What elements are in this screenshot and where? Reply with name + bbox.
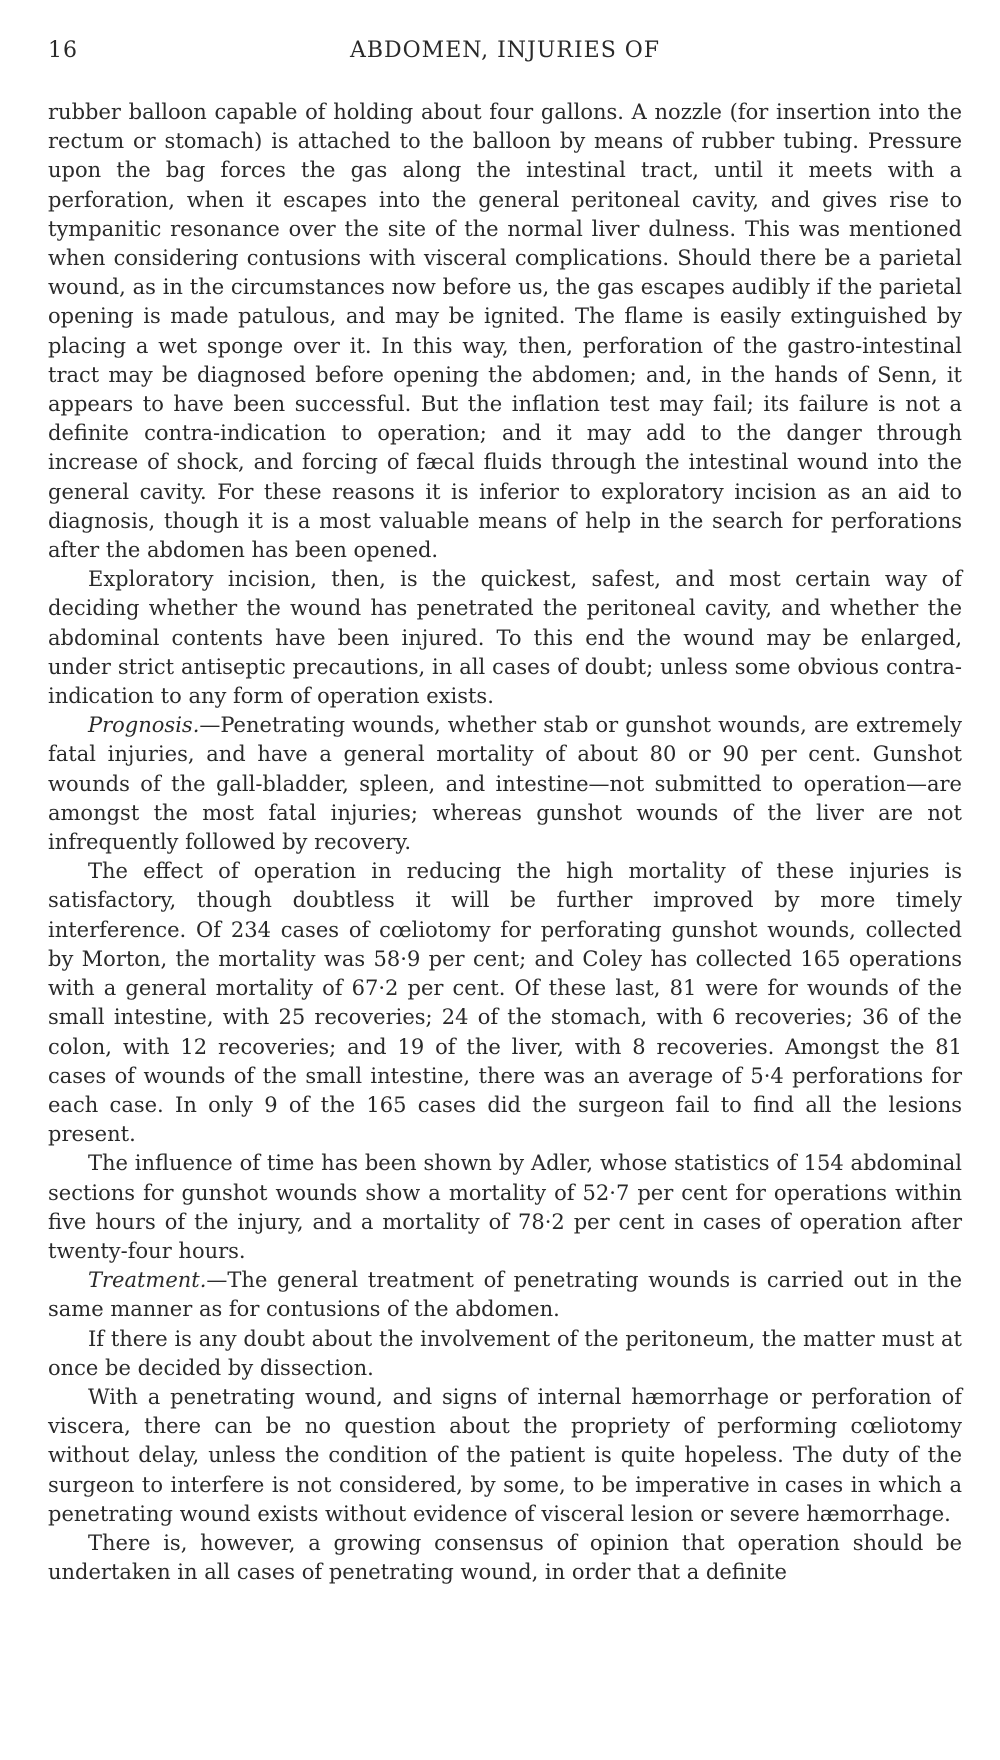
running-header <box>48 38 962 72</box>
paragraph-text: With a penetrating wound, and signs of internal hæmorrhage or perforation of viscera, there can be no question about the propriety of performing cœliotomy without delay, unless the condition of the patient is quite hopeless. The duty of the surgeon to interfere is not considered, by some, to be imperative in cases in which a penetrating wound exists without evidence of visceral lesion or severe hæmorrhage. <box>48 1384 962 1526</box>
running-title: ABDOMEN, INJURIES OF <box>349 38 661 63</box>
paragraph-text: There is, however, a growing consensus of opinion that operation should be undertaken in all cases of penetrating wound, in order that a definite <box>48 1530 962 1585</box>
paragraph-text: The influence of time has been shown by Adler, whose statistics of 154 abdominal sections for gunshot wounds show a mortality of 52·7 per cent for operations within five hours of the injury, and a mortality of 78·2 per cent in cases of operation after twenty-four hours. <box>48 1151 962 1263</box>
paragraph <box>48 1325 962 1383</box>
paragraph-text: rubber balloon capable of holding about four gallons. A nozzle (for insertion into the rectum or stomach) is attached to the balloon by means of rubber tubing. Pressure upon the bag forces the gas along the intestinal tract, until it meets with a perforation, when it escapes into the general peritoneal cavity, and gives rise to tympanitic resonance over the site of the normal liver dulness. This was mentioned when considering contusions with visceral complications. Should there be a parietal wound, as in the circumstances now before us, the gas escapes audibly if the parietal opening is made patulous, and may be ignited. The flame is easily extinguished by placing a wet sponge over it. In this way, then, perforation of the gastro-intestinal tract may be diagnosed before opening the abdomen; and, in the hands of Senn, it appears to have been successful. But the inflation test may fail; its failure is not a definite contra-indication to operation; and it may add to the danger through increase of shock, and forcing of fæcal fluids through the intestinal wound into the general cavity. For these reasons it is inferior to exploratory incision as an aid to diagnosis, though it is a most valuable means of help in the search for perforations after the abdomen has been opened. <box>48 100 962 563</box>
paragraph-text: If there is any doubt about the involvement of the peritoneum, the matter must at once be decided by dissection. <box>48 1326 962 1380</box>
paragraph-prognosis <box>48 711 962 857</box>
paragraph-treatment <box>48 1266 962 1324</box>
paragraph-text: Exploratory incision, then, is the quickest, safest, and most certain way of deciding whether the wound has penetrated the peritoneal cavity, and whether the abdominal contents have been injured. To this end the wound may be enlarged, under strict antiseptic precautions, in all cases of doubt; unless some obvious contra-indication to any form of operation exists. <box>48 567 962 709</box>
section-lead-treatment: Treatment. <box>88 1268 207 1293</box>
paragraph-text: —The general treatment of penetrating wounds is carried out in the same manner as for contusions of the abdomen. <box>48 1268 962 1322</box>
body-text <box>48 98 962 1587</box>
paragraph-text: —Penetrating wounds, whether stab or gunshot wounds, are extremely fatal injuries, and have a general mortality of about 80 or 90 per cent. Gunshot wounds of the gall-bladder, spleen, and intestine—not submitted to operation—are amongst the most fatal injuries; whereas gunshot wounds of the liver are not infrequently followed by recovery. <box>48 713 962 855</box>
paragraph-text: The effect of operation in reducing the high mortality of these injuries is satisfactory, though doubtless it will be further improved by more timely interference. Of 234 cases of cœliotomy for perforating gunshot wounds, collected by Morton, the mortality was 58·9 per cent; and Coley has collected 165 operations with a general mortality of 67·2 per cent. Of these last, 81 were for wounds of the small intestine, with 25 recoveries; 24 of the stomach, with 6 recoveries; 36 of the colon, with 12 recoveries; and 19 of the liver, with 8 recoveries. Amongst the 81 cases of wounds of the small intestine, there was an average of 5·4 perforations for each case. In only 9 of the 165 cases did the surgeon fail to find all the lesions present. <box>48 859 962 1147</box>
section-lead-prognosis: Prognosis. <box>88 713 200 738</box>
paragraph <box>48 1529 962 1587</box>
paragraph <box>48 1383 962 1529</box>
paragraph <box>48 857 962 1149</box>
paragraph <box>48 565 962 711</box>
paragraph-continued <box>48 98 962 565</box>
page-number: 16 <box>48 38 78 63</box>
paragraph <box>48 1149 962 1266</box>
